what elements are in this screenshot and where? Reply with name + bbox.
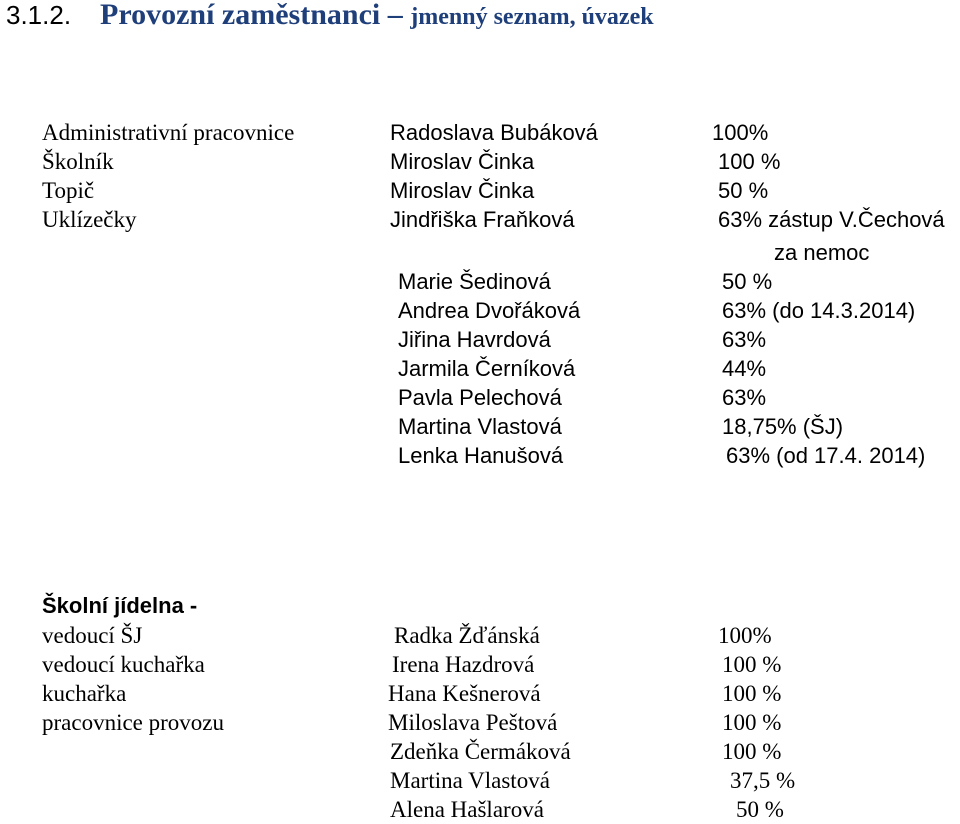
employee-name: Zdeňka Čermáková [390, 739, 571, 764]
role-label: kuchařka [42, 681, 127, 706]
role-label: vedoucí kuchařka [42, 652, 205, 677]
workload-value: 63% (do 14.3.2014) [722, 298, 916, 323]
section-heading: Školní jídelna - [42, 593, 198, 618]
workload-value: 63% [722, 327, 767, 352]
title-dash: – [387, 0, 403, 31]
employee-name: Jiřina Havrdová [398, 327, 551, 352]
employee-name: Lenka Hanušová [398, 443, 564, 468]
employee-name: Hana Kešnerová [388, 681, 541, 706]
role-label: vedoucí ŠJ [42, 623, 143, 648]
title-subtitle: jmenný seznam, úvazek [410, 4, 654, 30]
employee-name: Andrea Dvořáková [398, 298, 581, 323]
section-number: 3.1.2. [6, 0, 72, 30]
employee-name: Radoslava Bubáková [390, 120, 598, 145]
workload-value: 63% zástup V.Čechová [718, 207, 945, 232]
workload-value: 100 % [722, 710, 782, 735]
role-label: Školník [42, 149, 114, 174]
employee-name: Pavla Pelechová [398, 385, 562, 410]
workload-value: 100 % [722, 739, 782, 764]
employee-name: Radka Žďánská [394, 623, 540, 648]
workload-value: 50 % [718, 178, 769, 203]
employee-name: Martina Vlastová [398, 414, 562, 439]
employee-name: Miroslav Činka [390, 149, 535, 174]
workload-value: 100 % [722, 681, 782, 706]
workload-value: 100% [712, 120, 769, 145]
workload-value: 50 % [722, 269, 773, 294]
employee-name: Alena Hašlarová [390, 797, 544, 822]
workload-value: 37,5 % [730, 768, 796, 793]
employee-name: Jarmila Černíková [398, 356, 576, 381]
page-title [100, 0, 654, 32]
workload-note: za nemoc [774, 240, 870, 265]
title-text: Provozní zaměstnanci [100, 0, 381, 31]
employee-name: Jindřiška Fraňková [390, 207, 575, 232]
workload-value: 63% (od 17.4. 2014) [726, 443, 926, 468]
employee-name: Marie Šedinová [398, 269, 551, 294]
employee-name: Miloslava Peštová [388, 710, 558, 735]
workload-value: 63% [722, 385, 767, 410]
role-label: Administrativní pracovnice [42, 120, 295, 145]
workload-value: 50 % [736, 797, 784, 822]
workload-value: 18,75% (ŠJ) [722, 414, 844, 439]
employee-name: Miroslav Činka [390, 178, 535, 203]
employee-name: Irena Hazdrová [392, 652, 535, 677]
employee-name: Martina Vlastová [390, 768, 550, 793]
workload-value: 44% [722, 356, 767, 381]
role-label: Topič [42, 178, 95, 203]
workload-value: 100 % [722, 652, 782, 677]
role-label: Uklízečky [42, 207, 137, 232]
workload-value: 100% [718, 623, 772, 648]
workload-value: 100 % [718, 149, 781, 174]
role-label: pracovnice provozu [42, 710, 225, 735]
